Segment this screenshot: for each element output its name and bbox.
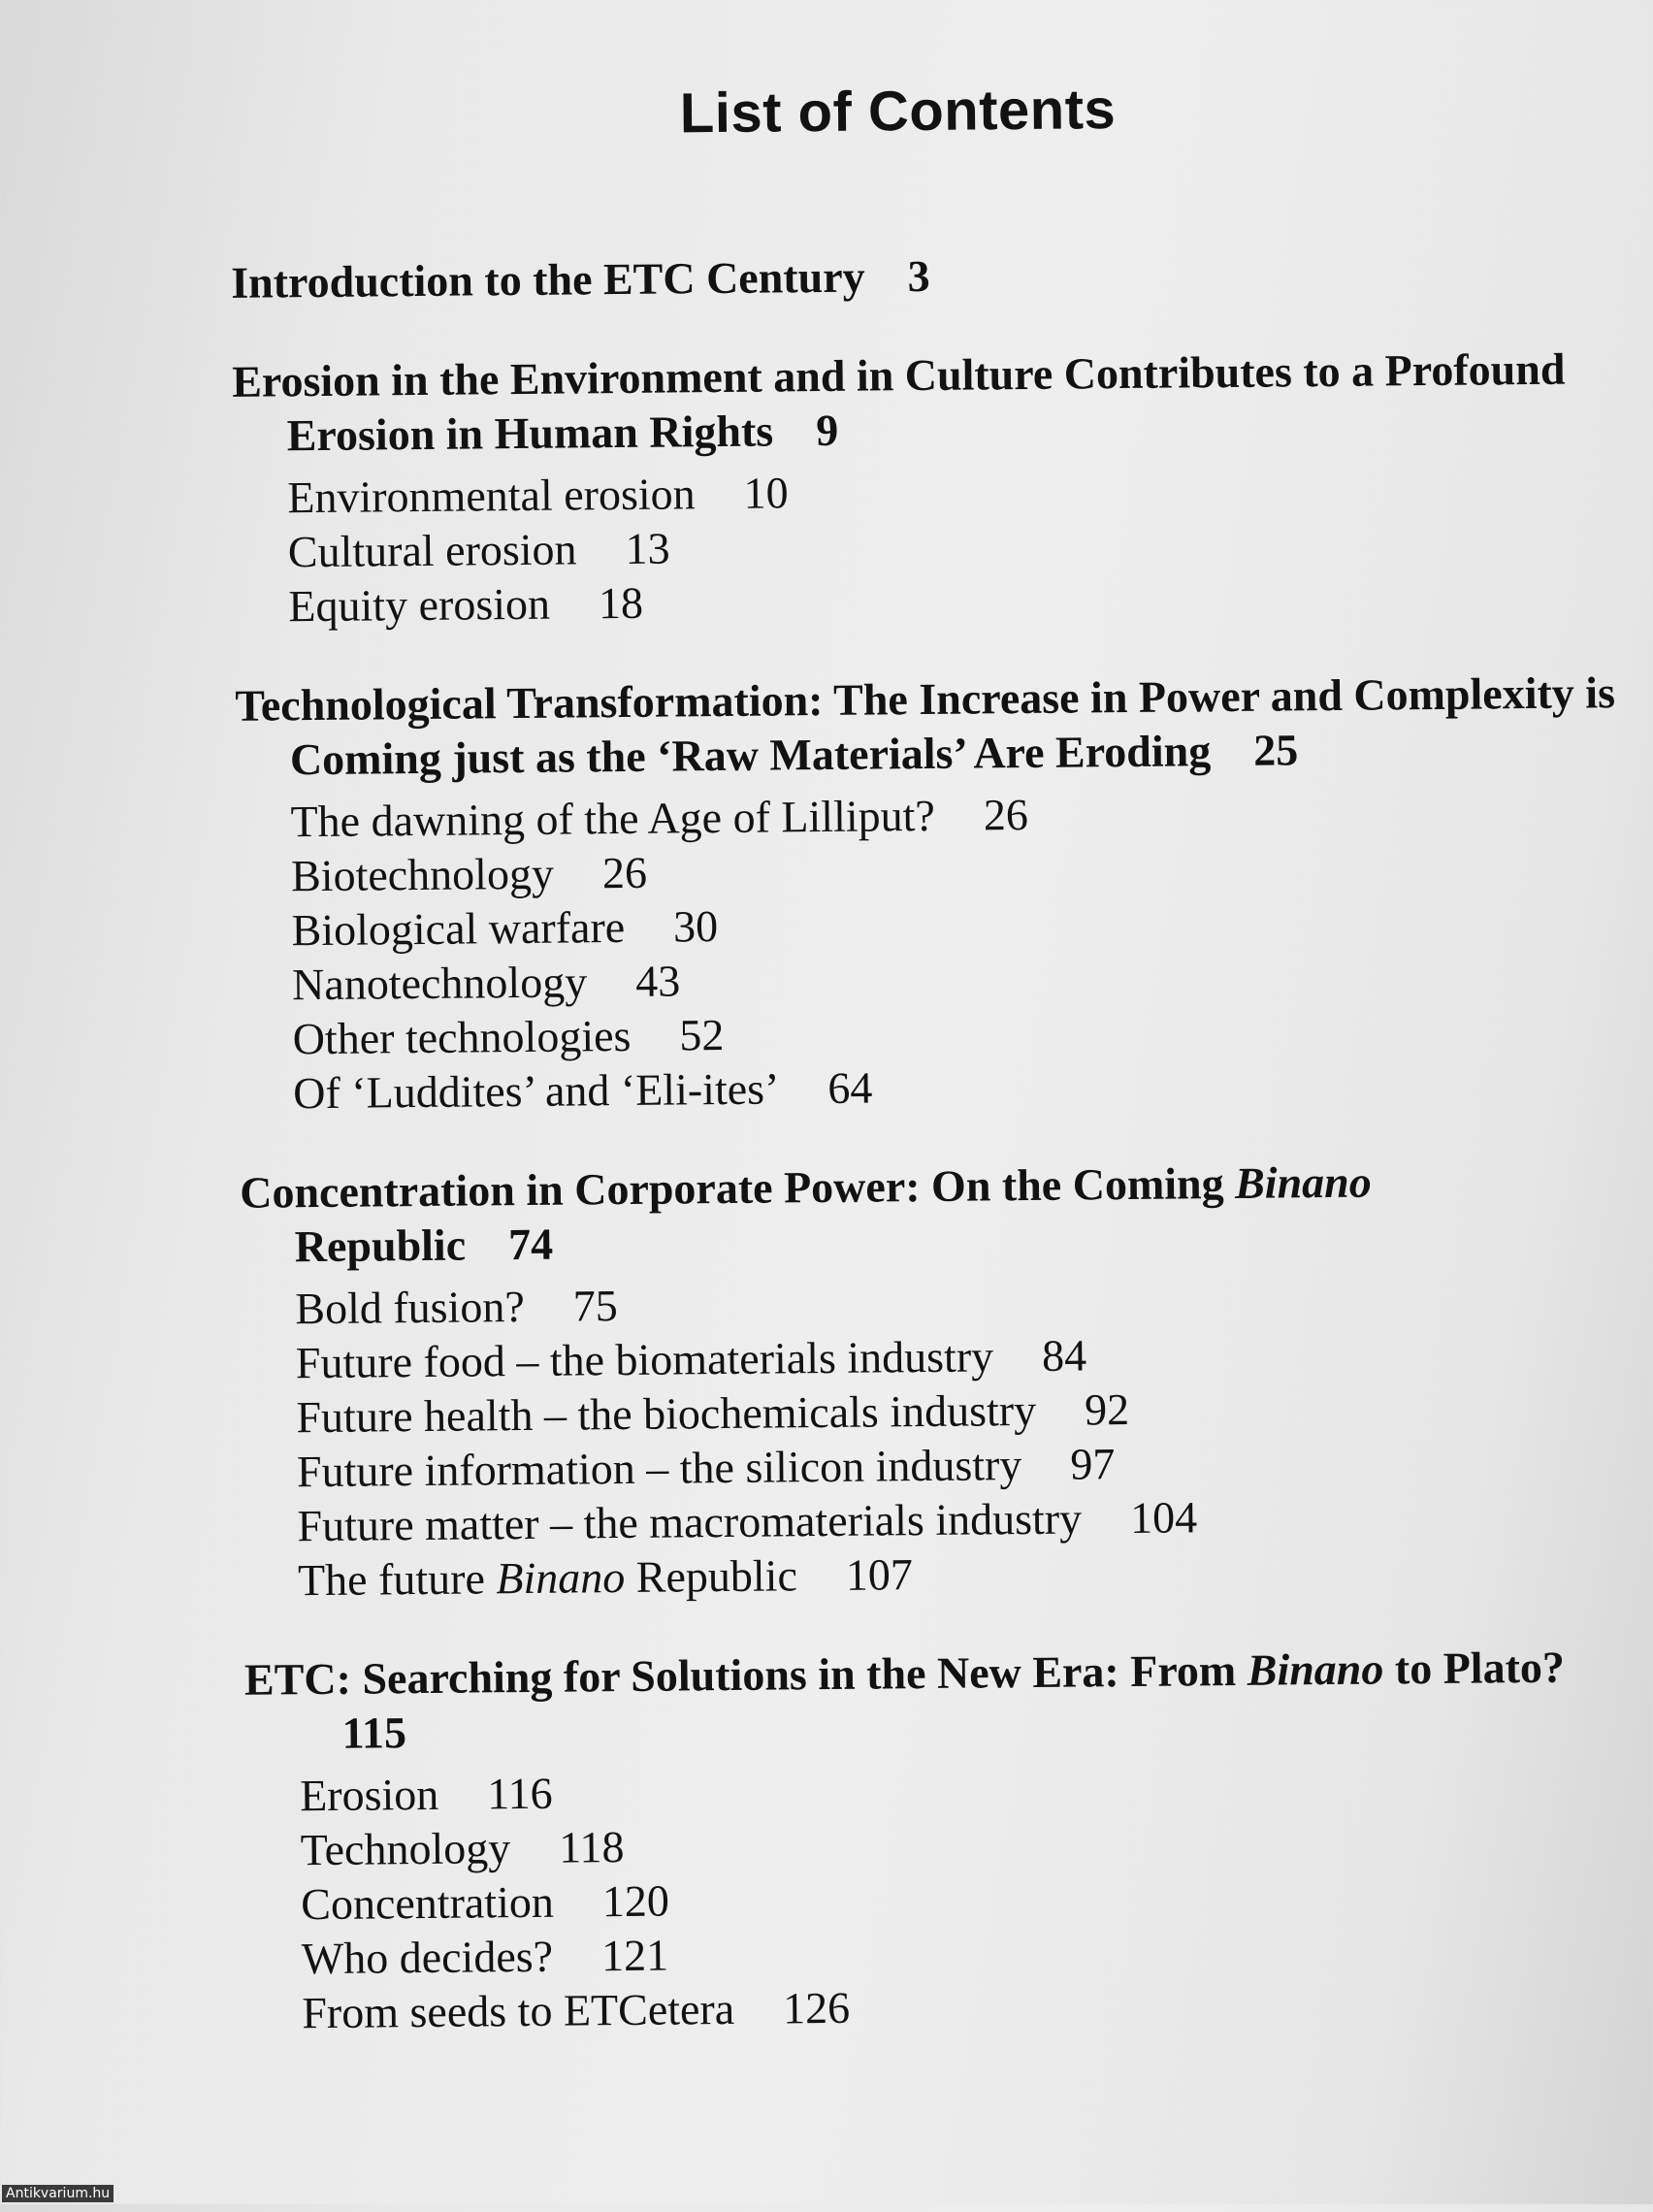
entry-page-number: 26 [983, 789, 1029, 840]
entry-page-number: 120 [601, 1875, 670, 1927]
section-heading [232, 342, 1630, 464]
section-title: Technological Transformation: The Increase in Power and Complexity is Coming just as the ‘Raw Materials’ Are Eroding [235, 667, 1616, 785]
entry-page-number: 18 [598, 577, 644, 629]
section-title: Erosion in the Environment and in Culture Contributes to a Profound Erosion in Human Rights [231, 343, 1566, 461]
entry-page-number: 64 [827, 1062, 873, 1113]
entry-label: Cultural erosion [287, 524, 577, 577]
section-title: Concentration in Corporate Power: On the Coming Binano Republic [239, 1156, 1372, 1272]
section-title: Introduction to the ETC Century [230, 251, 865, 308]
italic-term: Binano [1247, 1643, 1384, 1695]
entry-page-number: 118 [558, 1822, 625, 1872]
section-heading [244, 1640, 1642, 1762]
entry-page-number: 13 [625, 523, 670, 573]
entry-page-number: 75 [572, 1281, 618, 1331]
entry-label: The future Binano Republic [297, 1550, 798, 1606]
section-page-number: 115 [341, 1708, 407, 1758]
entry-label: Future health – the biochemicals industry [296, 1384, 1037, 1443]
entry-label: Technology [300, 1823, 511, 1875]
entry-page-number: 26 [601, 847, 648, 898]
italic-term: Binano [1234, 1156, 1372, 1208]
entry-page-number: 52 [679, 1009, 725, 1060]
entry-label: Of ‘Luddites’ and ‘Eli-ites’ [292, 1063, 780, 1119]
entry-page-number: 10 [743, 468, 789, 518]
watermark: Antikvarium.hu [2, 2185, 113, 2202]
entry-label: Concentration [301, 1876, 555, 1930]
toc-section-technology [235, 666, 1636, 1122]
entry-page-number: 107 [845, 1549, 914, 1600]
entry-label: Biological warfare [291, 901, 626, 956]
entry-page-number: 43 [634, 956, 681, 1006]
section-page-number: 74 [507, 1219, 554, 1270]
page-title: List of Contents [679, 78, 1117, 146]
entry-label: Future matter – the macromaterials industry [297, 1493, 1083, 1551]
section-title: ETC: Searching for Solutions in the New Era: From Binano to Plato? [243, 1642, 1566, 1705]
section-page-number: 9 [815, 405, 839, 456]
entry-page-number: 97 [1070, 1439, 1116, 1489]
entry-page-number: 30 [672, 901, 719, 952]
section-heading [231, 243, 1628, 310]
toc-section-solutions [244, 1640, 1645, 2041]
entry-label: Biotechnology [290, 848, 555, 901]
entry-label: Erosion [299, 1769, 439, 1821]
section-heading [240, 1153, 1637, 1275]
italic-term: Binano [496, 1552, 626, 1604]
entry-page-number: 104 [1129, 1492, 1198, 1543]
entry-page-number: 121 [600, 1930, 669, 1981]
entry-page-number: 84 [1041, 1330, 1087, 1381]
table-of-contents [231, 243, 1645, 2086]
entry-label: Environmental erosion [287, 469, 696, 523]
section-page-number: 3 [907, 250, 930, 302]
entry-label: Future information – the silicon industry [296, 1440, 1022, 1497]
entry-page-number: 92 [1084, 1384, 1130, 1435]
entry-label: Equity erosion [288, 578, 551, 632]
entry-label: Nanotechnology [291, 957, 588, 1010]
section-heading [235, 666, 1633, 788]
entry-page-number: 116 [487, 1768, 553, 1819]
entry-label: From seeds to ETCetera [302, 1983, 735, 2038]
entry-label: Who decides? [301, 1931, 554, 1984]
toc-section-erosion [232, 342, 1632, 634]
entry-page-number: 126 [782, 1982, 851, 2033]
entry-label: Future food – the biomaterials industry [295, 1331, 994, 1388]
section-page-number: 25 [1252, 725, 1299, 775]
entry-label: The dawning of the Age of Lilliput? [290, 790, 936, 847]
toc-section-concentration [240, 1153, 1640, 1609]
toc-section-introduction [231, 243, 1628, 310]
entry-label: Other technologies [292, 1010, 632, 1064]
entry-label: Bold fusion? [295, 1281, 525, 1334]
